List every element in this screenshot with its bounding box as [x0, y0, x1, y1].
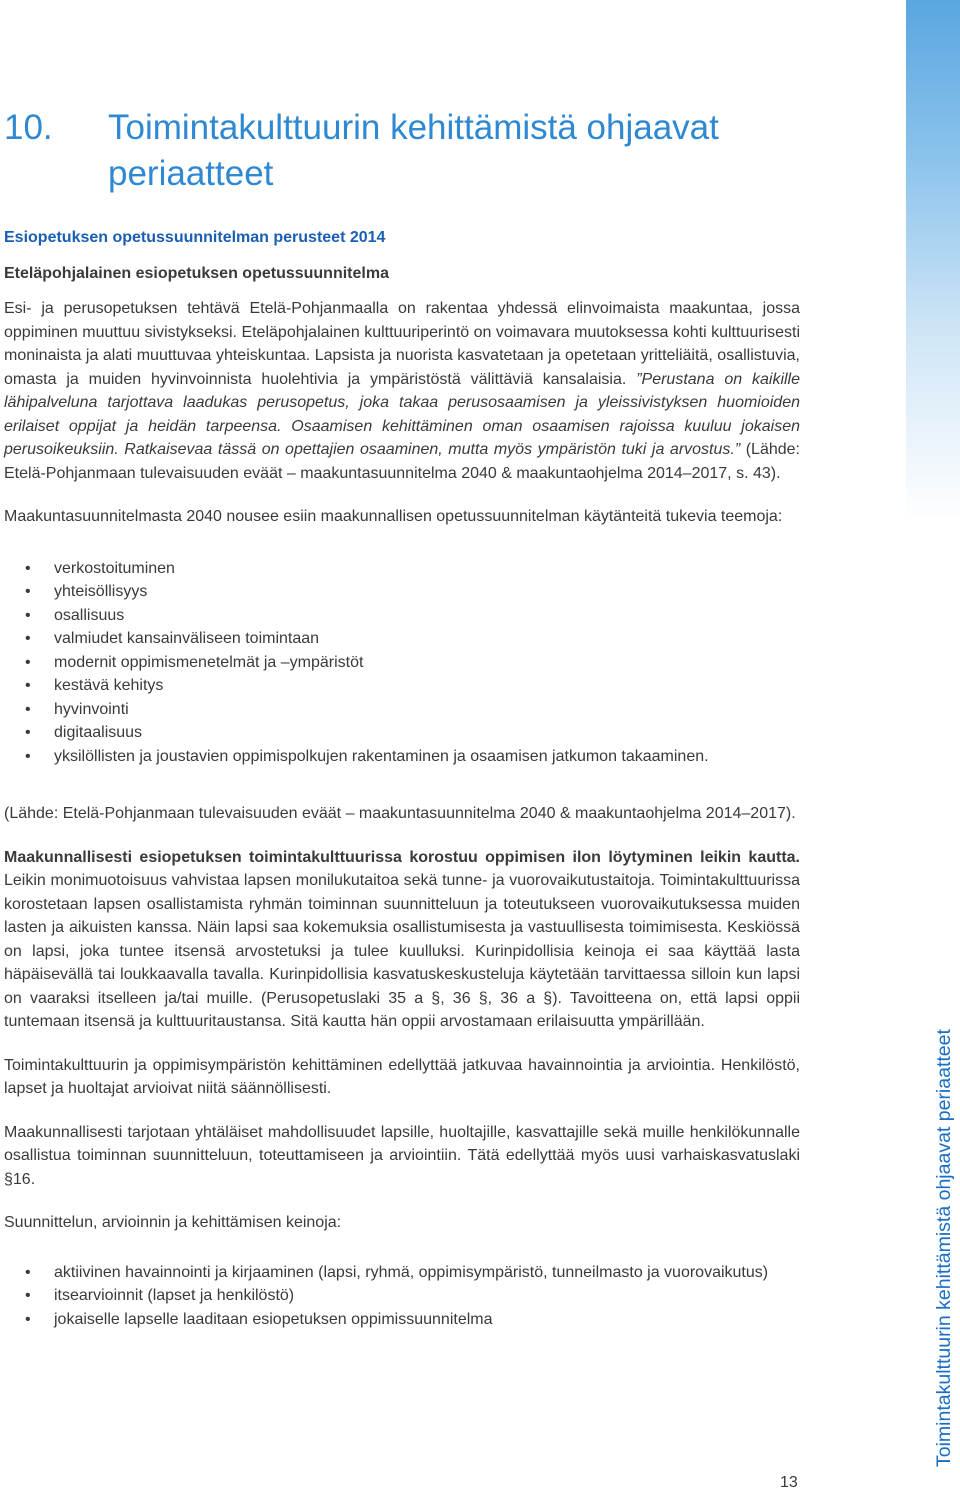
bullet: • [25, 653, 31, 671]
list-item [4, 721, 800, 745]
bullet: • [25, 747, 31, 765]
list-item [4, 580, 800, 604]
list-item-text: digitaalisuus [54, 724, 143, 741]
list-item-text: verkostoituminen [54, 559, 175, 577]
bullet: • [25, 700, 31, 718]
bullet: • [25, 606, 31, 624]
paragraph-play [4, 846, 800, 1034]
bullet: • [25, 559, 31, 577]
sidebar-chapter-title: Toimintakulttuurin kehittämistä ohjaavat periaatteet [933, 1029, 955, 1467]
bullet: • [25, 1263, 31, 1281]
list-item-text: hyvinvointi [54, 700, 129, 718]
paragraph-intro [4, 297, 800, 485]
bullet: • [25, 724, 31, 741]
list-item-text: itsearvioinnit (lapset ja henkilöstö) [54, 1287, 295, 1304]
list-item-text: modernit oppimismenetelmät ja –ympäristöt [54, 653, 364, 671]
methods-list [4, 1261, 800, 1332]
paragraph-intro-text: Esi- ja perusopetuksen tehtävä Etelä-Pohjanmaalla on rakentaa yhdessä elinvoimaista maakuntaa, jossa oppiminen muuttuu sivistykseksi. Eteläpohjalainen kulttuuriperintö on voimavara muutoksessa kohti kulttuurisesti moninaista ja alati muuttuvaa yhteiskuntaa. Lapsista ja nuorista kasvatetaan ja opetetaan yritteliäitä, osallistuvia, omasta ja muiden hyvinvoinnista huolehtivia ja ympäristöstä välittäviä kansalaisia. [4, 300, 800, 388]
paragraph-development: Toimintakulttuurin ja oppimisympäristön kehittäminen edellyttää jatkuvaa havainnointia ja arviointia. Henkilöstö, lapset ja huoltajat arvioivat niitä säännöllisesti. [4, 1056, 800, 1097]
paragraph-play-lead: Maakunnallisesti esiopetuksen toimintakulttuurissa korostuu oppimisen ilon löytyminen leikin kautta. [4, 848, 800, 866]
paragraph-intro-source: (Lähde: Etelä-Pohjanmaan tulevaisuuden eväät – maakuntasuunnitelma 2040 & maakuntaohjelma 2014–2017, s. 43). [4, 441, 800, 482]
list-item [4, 674, 800, 698]
paragraph-participation: Maakunnallisesti tarjotaan yhtäläiset mahdollisuudet lapsille, huoltajille, kasvattajille sekä muille henkilökunnalle osallistua toiminnan suunnitteluun, toteuttamiseen ja arviointiin. Tätä edellyttää myös uusi varhaiskasvatuslaki §16. [4, 1123, 800, 1188]
page-number: 13 [780, 1474, 798, 1491]
paragraph-methods-intro: Suunnittelun, arvioinnin ja kehittämisen keinoja: [4, 1214, 342, 1231]
list-item-text: aktiivinen havainnointi ja kirjaaminen (lapsi, ryhmä, oppimisympäristö, tunneilmasto ja vuorovaikutus) [54, 1263, 769, 1281]
bullet: • [25, 1287, 31, 1304]
list-item [4, 557, 800, 581]
list-item [4, 627, 800, 651]
list-item [4, 745, 800, 769]
bullet: • [25, 630, 31, 647]
bullet: • [25, 1310, 31, 1328]
paragraph-themes-intro: Maakuntasuunnitelmasta 2040 nousee esiin maakunnallisen opetussuunnitelman käytänteitä tukevia teemoja: [4, 508, 783, 525]
paragraph-intro-quote: ”Perustana on kaikille lähipalveluna tarjottava laadukas perusopetus, joka takaa perusosaamisen ja yleissivistyksen huomioiden erilaiset oppijat ja heidän tarpeensa. Osaamisen kehittäminen oman osaamisen rajoissa kuuluu jokaisen perusoikeuksiin. Ratkaisevaa tässä on opettajien osaaminen, mutta myös ympäristön tuki ja arvostus.” [4, 370, 801, 458]
heading-regional-curriculum: Eteläpohjalainen esiopetuksen opetussuunnitelma [4, 264, 389, 282]
chapter-number: 10. [4, 108, 53, 147]
main-content [4, 226, 800, 1331]
themes-list [4, 557, 800, 769]
paragraph-source: (Lähde: Etelä-Pohjanmaan tulevaisuuden eväät – maakuntasuunnitelma 2040 & maakuntaohjelma 2014–2017). [4, 805, 796, 822]
bullet: • [25, 583, 31, 600]
list-item-text: yksilöllisten ja joustavien oppimispolkujen rakentaminen ja osaamisen jatkumon takaaminen. [54, 747, 709, 765]
heading-curriculum-2014: Esiopetuksen opetussuunnitelman perusteet 2014 [4, 229, 386, 246]
paragraph-play-text: Leikin monimuotoisuus vahvistaa lapsen monilukutaitoa sekä tunne- ja vuorovaikutustaitoja. Toimintakulttuurissa korostetaan lapsen osallistamista ryhmän toiminnan suunnitteluun ja toteutukseen vuorovaikutuksessa muiden lasten ja aikuisten kanssa. Näin lapsi saa kokemuksia osallistumisesta ja vastuullisesta toimimisesta. Keskiössä on lapsi, joka tuntee itsensä arvostetuksi ja tulee kuulluksi. Kurinpidollisia keinoja ei saa käyttää lasta häpäisevällä tai loukkaavalla tavalla. Kurinpidollisia kasvatuskeskusteluja käytetään tarvittaessa silloin kun lapsi on vaaraksi itselleen ja/tai muille. (Perusopetuslaki 35 a §, 36 §, 36 a §). Tavoitteena on, että lapsi oppii tuntemaan itsensä ja kulttuuritaustansa. Sitä kautta hän oppii arvostamaan erilaisuutta ympärillään. [4, 872, 800, 1030]
list-item [4, 1308, 800, 1332]
list-item-text: jokaiselle lapselle laaditaan esiopetuksen oppimissuunnitelma [54, 1310, 493, 1328]
bullet: • [25, 677, 31, 694]
list-item-text: valmiudet kansainväliseen toimintaan [54, 630, 320, 647]
list-item [4, 1284, 800, 1308]
chapter-title: Toimintakulttuurin kehittämistä ohjaavat periaatteet [108, 108, 719, 193]
list-item-text: kestävä kehitys [54, 677, 164, 694]
list-item-text: osallisuus [54, 606, 125, 624]
list-item [4, 1261, 800, 1285]
list-item [4, 698, 800, 722]
list-item [4, 604, 800, 628]
list-item [4, 651, 800, 675]
list-item-text: yhteisöllisyys [54, 583, 148, 600]
